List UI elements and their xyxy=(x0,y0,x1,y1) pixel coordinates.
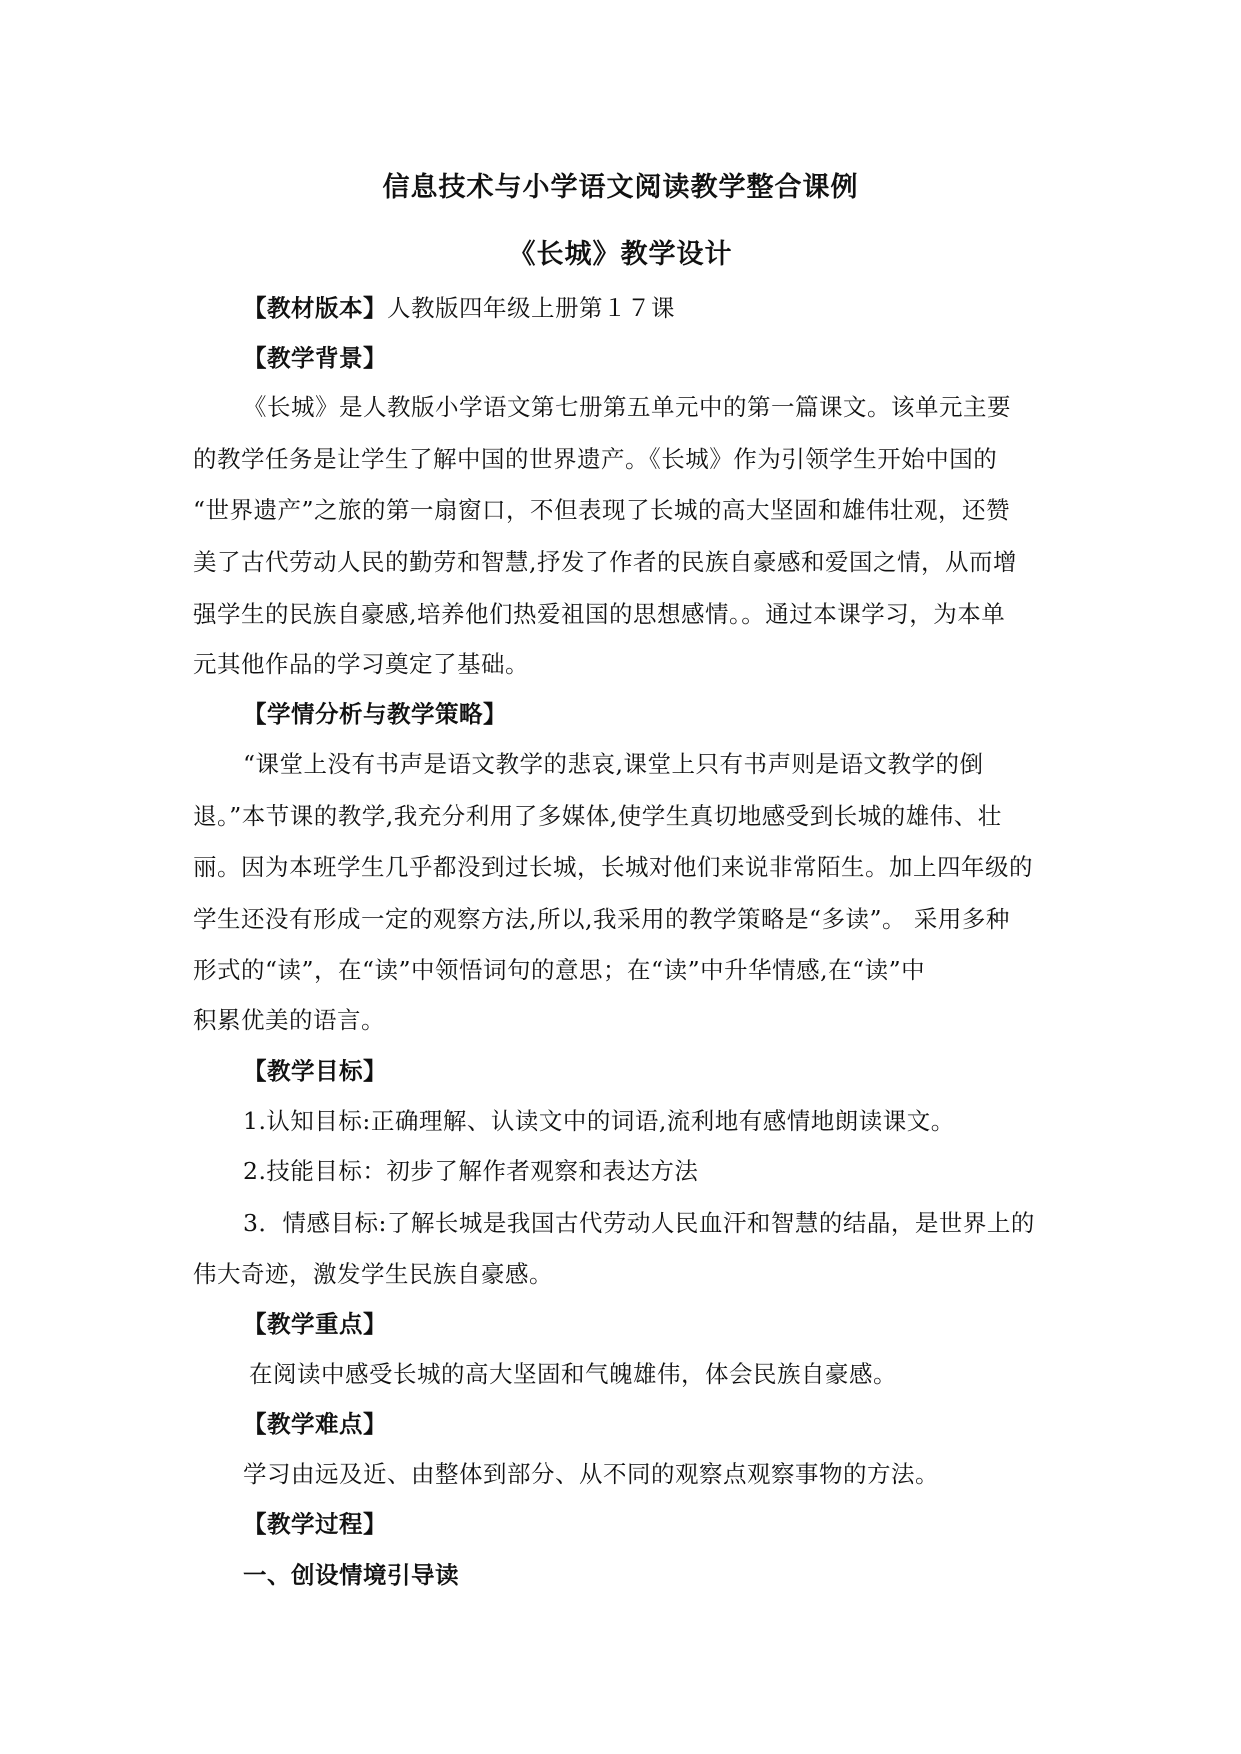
textbook-value: 人教版四年级上册第１７课 xyxy=(387,294,675,322)
process-step-heading: 一、创设情境引导读 xyxy=(243,1561,459,1589)
key-point-heading: 【教学重点】 xyxy=(243,1310,387,1338)
goal-item: 3．情感目标:了解长城是我国古代劳动人民血汗和智慧的结晶，是世界上的 xyxy=(243,1209,1035,1237)
paragraph-line: 丽。因为本班学生几乎都没到过长城，长城对他们来说非常陌生。加上四年级的 xyxy=(193,853,1033,881)
paragraph-line: 美了古代劳动人民的勤劳和智慧,抒发了作者的民族自豪感和爱国之情，从而增 xyxy=(193,548,1017,576)
textbook-line xyxy=(243,289,675,323)
paragraph-line: 的教学任务是让学生了解中国的世界遗产。《长城》作为引领学生开始中国的 xyxy=(193,445,998,473)
goal-item: 1.认知目标:正确理解、认读文中的词语,流利地有感情地朗读课文。 xyxy=(243,1107,955,1135)
analysis-heading: 【学情分析与教学策略】 xyxy=(243,700,507,728)
paragraph-line: “课堂上没有书声是语文教学的悲哀,课堂上只有书声则是语文教学的倒 xyxy=(243,750,984,778)
paragraph-line: 强学生的民族自豪感,培养他们热爱祖国的思想感情。。通过本课学习，为本单 xyxy=(193,600,1006,628)
textbook-label: 【教材版本】 xyxy=(243,294,387,322)
key-point-text: 在阅读中感受长城的高大坚固和气魄雄伟，体会民族自豪感。 xyxy=(249,1360,897,1388)
paragraph-line: 积累优美的语言。 xyxy=(193,1006,385,1034)
goals-heading: 【教学目标】 xyxy=(243,1057,387,1085)
paragraph-line: 学生还没有形成一定的观察方法,所以,我采用的教学策略是“多读”。 采用多种 xyxy=(193,905,1010,933)
process-heading: 【教学过程】 xyxy=(243,1510,387,1538)
goal-item: 2.技能目标：初步了解作者观察和表达方法 xyxy=(243,1157,699,1185)
document-title: 信息技术与小学语文阅读教学整合课例 xyxy=(382,172,859,203)
difficulty-text: 学习由远及近、由整体到部分、从不同的观察点观察事物的方法。 xyxy=(243,1460,939,1488)
difficulty-heading: 【教学难点】 xyxy=(243,1410,387,1438)
paragraph-line: 《长城》是人教版小学语文第七册第五单元中的第一篇课文。该单元主要 xyxy=(243,393,1011,421)
paragraph-line: 退。”本节课的教学,我充分利用了多媒体,使学生真切地感受到长城的雄伟、壮 xyxy=(193,802,1002,830)
background-heading: 【教学背景】 xyxy=(243,344,387,372)
paragraph-line: “世界遗产”之旅的第一扇窗口，不但表现了长城的高大坚固和雄伟壮观，还赞 xyxy=(193,496,1011,524)
document-subtitle: 《长城》教学设计 xyxy=(508,239,733,270)
paragraph-line: 元其他作品的学习奠定了基础。 xyxy=(193,650,529,678)
paragraph-line: 形式的“读”，在“读”中领悟词句的意思；在“读”中升华情感,在“读”中 xyxy=(193,956,926,984)
goal-item: 伟大奇迹，激发学生民族自豪感。 xyxy=(193,1260,553,1288)
